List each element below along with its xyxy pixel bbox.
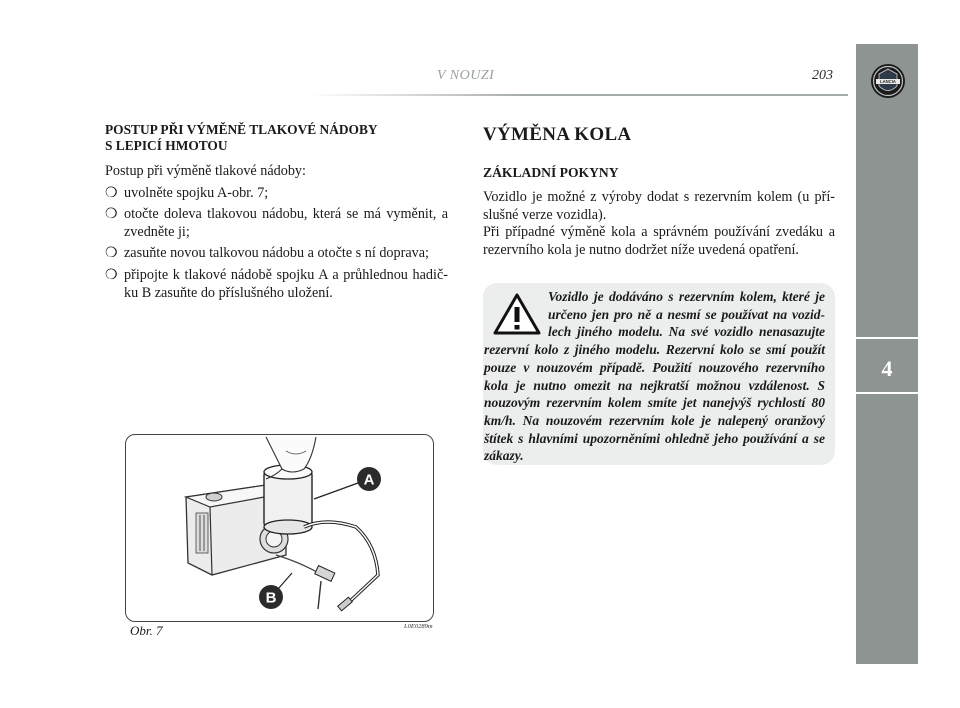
lancia-logo-icon bbox=[870, 63, 906, 99]
intro-text: Postup při výměně tlakové nádoby: bbox=[105, 163, 306, 179]
bullet-icon: ❍ bbox=[105, 185, 118, 201]
svg-text:LANCIA: LANCIA bbox=[880, 79, 896, 85]
figure-caption: Obr. 7 bbox=[130, 623, 163, 638]
list-item bbox=[105, 185, 448, 203]
chapter-sidebar bbox=[856, 44, 918, 664]
warning-text: Vozidlo je dodáváno s rezervním kolem, které je určeno jen pro ně a nesmí se používat na vozidlech jiného modelu. Na své vozidlo nenasazujte rezervní kolo z jiného modelu. Rezervní kolo se smí použít pouze v nouzovém případě. Použití nouzového rezervního kola je nutno omezit na nejkratší možnou vzdálenost. S nouzovým rezervním kolem smíte jet nanejvýš rychlostí 80 km/h. Na nouzovém rezervním kole je nalepený oranžový štítek s hlavními upozorněními ohledně jeho používání a se zákazy. bbox=[484, 289, 825, 464]
tab-divider-bottom bbox=[856, 392, 918, 394]
paragraph-2: Při případné výměně kola a správném používání zvedáku a rezervního kola je nutno dodržet níže uvedená opatření. bbox=[483, 224, 835, 258]
list-item bbox=[105, 245, 448, 263]
header-rule bbox=[310, 94, 848, 96]
label-a: A bbox=[363, 471, 375, 489]
bullet-icon: ❍ bbox=[105, 207, 118, 223]
step-text: zasuňte novou talkovou nádobu a otočte s ní doprava; bbox=[124, 245, 429, 262]
warning-triangle-icon bbox=[492, 292, 542, 336]
warning-content bbox=[484, 288, 825, 465]
section-title: V NOUZI bbox=[437, 68, 495, 83]
right-column bbox=[483, 122, 835, 260]
paragraph-1: Vozidlo je možné z výroby dodat s rezervním kolem (u příslušné verze vozidla). bbox=[483, 189, 835, 223]
heading-line-2: S LEPICÍ HMOTOU bbox=[105, 138, 228, 153]
step-text: otočte doleva tlakovou nádobu, která se má vyměnit, a zvedněte ji; bbox=[124, 206, 448, 240]
list-item bbox=[105, 267, 448, 302]
section-heading bbox=[105, 122, 448, 154]
bullet-icon: ❍ bbox=[105, 246, 118, 262]
page-number: 203 bbox=[812, 68, 833, 83]
figure-code: L0E0289m bbox=[404, 623, 433, 630]
left-column bbox=[105, 122, 448, 306]
chapter-number: 4 bbox=[881, 356, 893, 381]
sub-heading: ZÁKLADNÍ POKYNY bbox=[483, 164, 619, 180]
label-b: B bbox=[265, 589, 277, 607]
figure-frame bbox=[125, 434, 434, 622]
steps-list bbox=[105, 185, 448, 303]
compressor-illustration bbox=[126, 435, 433, 621]
list-item bbox=[105, 206, 448, 241]
bullet-icon: ❍ bbox=[105, 267, 118, 283]
heading-line-1: POSTUP PŘI VÝMĚNĚ TLAKOVÉ NÁDOBY bbox=[105, 122, 378, 137]
step-text: připojte k tlakové nádobě spojku A a průhlednou hadičku B zasuňte do příslušného uložení. bbox=[124, 266, 448, 301]
tab-divider-top bbox=[856, 337, 918, 339]
step-text: uvolněte spojku A-obr. 7; bbox=[124, 184, 269, 201]
page-title: VÝMĚNA KOLA bbox=[483, 124, 632, 145]
